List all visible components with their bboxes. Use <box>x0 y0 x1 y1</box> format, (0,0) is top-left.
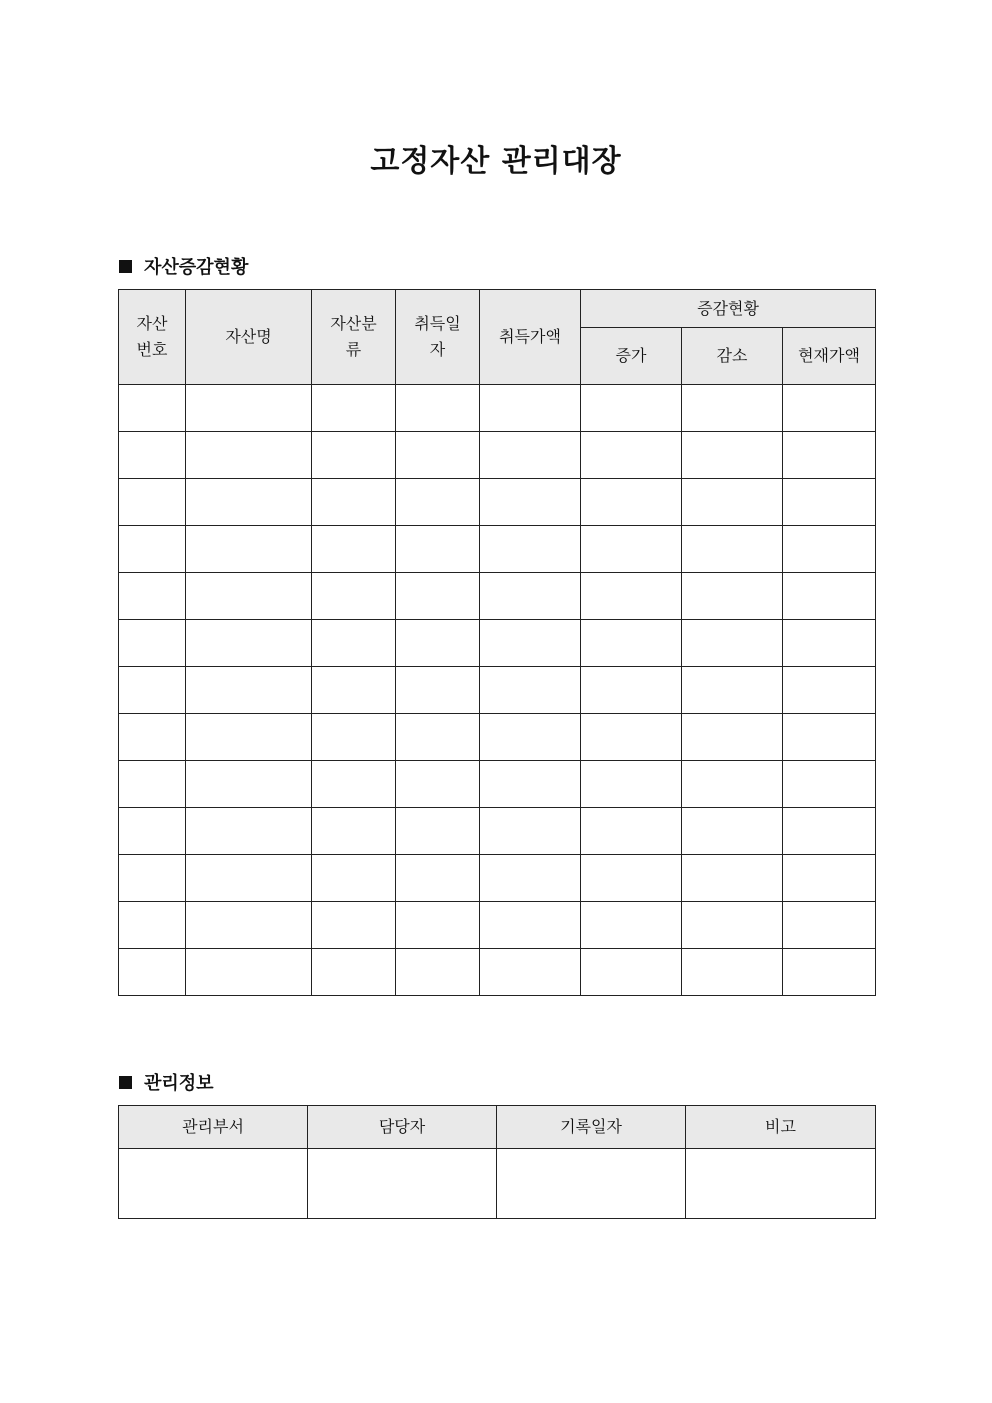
acquisition-date-cell[interactable] <box>396 761 480 808</box>
current-value-cell[interactable] <box>783 902 876 949</box>
header-asset-no-label: 자산 번호 <box>136 314 168 359</box>
header-increase <box>581 328 682 385</box>
table-row <box>119 573 876 620</box>
asset-name-cell[interactable] <box>186 808 312 855</box>
acquisition-date-cell[interactable] <box>396 573 480 620</box>
header-record-date-label: 기록일자 <box>560 1117 622 1136</box>
table-row <box>119 667 876 714</box>
decrease-cell[interactable] <box>682 949 783 996</box>
increase-cell[interactable] <box>581 714 682 761</box>
increase-cell[interactable] <box>581 902 682 949</box>
table-row <box>119 761 876 808</box>
asset-no-cell[interactable] <box>119 808 186 855</box>
header-change-status <box>581 290 876 328</box>
current-value-cell[interactable] <box>783 479 876 526</box>
current-value-cell[interactable] <box>783 808 876 855</box>
page-title: 고정자산 관리대장 <box>370 144 622 179</box>
asset-no-cell[interactable] <box>119 432 186 479</box>
acquisition-date-cell[interactable] <box>396 385 480 432</box>
header-acquisition-date-label: 취득일 자 <box>414 314 461 359</box>
current-value-cell[interactable] <box>783 949 876 996</box>
asset-no-cell[interactable] <box>119 902 186 949</box>
header-increase-label: 증가 <box>615 346 647 365</box>
increase-cell[interactable] <box>581 949 682 996</box>
acquisition-price-cell[interactable] <box>480 667 581 714</box>
header-asset-name-label: 자산명 <box>225 327 272 346</box>
asset-class-cell[interactable] <box>312 808 396 855</box>
acquisition-date-cell[interactable] <box>396 808 480 855</box>
asset-name-cell[interactable] <box>186 573 312 620</box>
header-remarks <box>686 1106 876 1149</box>
section-heading-asset-changes <box>119 253 248 279</box>
asset-class-cell[interactable] <box>312 902 396 949</box>
acquisition-price-cell[interactable] <box>480 714 581 761</box>
asset-no-cell[interactable] <box>119 479 186 526</box>
asset-name-cell[interactable] <box>186 902 312 949</box>
acquisition-date-cell[interactable] <box>396 620 480 667</box>
square-bullet-icon <box>119 260 132 273</box>
table-row <box>119 902 876 949</box>
table-row <box>119 855 876 902</box>
header-person-in-charge <box>308 1106 497 1149</box>
asset-no-cell[interactable] <box>119 526 186 573</box>
increase-cell[interactable] <box>581 432 682 479</box>
asset-class-cell[interactable] <box>312 761 396 808</box>
asset-name-cell[interactable] <box>186 385 312 432</box>
header-asset-class-label: 자산분 류 <box>330 314 377 359</box>
asset-no-cell[interactable] <box>119 714 186 761</box>
asset-no-cell[interactable] <box>119 667 186 714</box>
header-department-label: 관리부서 <box>182 1117 244 1136</box>
asset-no-cell[interactable] <box>119 620 186 667</box>
current-value-cell[interactable] <box>783 855 876 902</box>
asset-class-cell[interactable] <box>312 573 396 620</box>
table-row <box>119 385 876 432</box>
increase-cell[interactable] <box>581 573 682 620</box>
remarks-cell[interactable] <box>686 1149 876 1219</box>
header-acquisition-price <box>480 290 581 385</box>
acquisition-price-cell[interactable] <box>480 479 581 526</box>
decrease-cell[interactable] <box>682 479 783 526</box>
asset-class-cell[interactable] <box>312 526 396 573</box>
header-asset-no <box>119 290 186 385</box>
increase-cell[interactable] <box>581 479 682 526</box>
current-value-cell[interactable] <box>783 385 876 432</box>
acquisition-price-cell[interactable] <box>480 432 581 479</box>
table-row <box>119 949 876 996</box>
decrease-cell[interactable] <box>682 808 783 855</box>
increase-cell[interactable] <box>581 667 682 714</box>
decrease-cell[interactable] <box>682 902 783 949</box>
decrease-cell[interactable] <box>682 620 783 667</box>
asset-class-cell[interactable] <box>312 714 396 761</box>
header-person-in-charge-label: 담당자 <box>378 1117 426 1136</box>
increase-cell[interactable] <box>581 620 682 667</box>
asset-class-cell[interactable] <box>312 855 396 902</box>
asset-no-cell[interactable] <box>119 573 186 620</box>
square-bullet-icon <box>119 1076 132 1089</box>
acquisition-price-cell[interactable] <box>480 573 581 620</box>
header-acquisition-price-label: 취득가액 <box>499 327 561 346</box>
increase-cell[interactable] <box>581 808 682 855</box>
asset-name-cell[interactable] <box>186 620 312 667</box>
asset-class-cell[interactable] <box>312 479 396 526</box>
asset-name-cell[interactable] <box>186 526 312 573</box>
header-record-date <box>497 1106 686 1149</box>
current-value-cell[interactable] <box>783 667 876 714</box>
department-cell[interactable] <box>119 1149 308 1219</box>
header-asset-class <box>312 290 396 385</box>
asset-name-cell[interactable] <box>186 667 312 714</box>
header-asset-name <box>186 290 312 385</box>
asset-class-cell[interactable] <box>312 432 396 479</box>
acquisition-price-cell[interactable] <box>480 526 581 573</box>
header-change-status-label: 증감현황 <box>697 298 759 318</box>
increase-cell[interactable] <box>581 855 682 902</box>
acquisition-date-cell[interactable] <box>396 855 480 902</box>
asset-no-cell[interactable] <box>119 855 186 902</box>
asset-no-cell[interactable] <box>119 949 186 996</box>
acquisition-price-cell[interactable] <box>480 385 581 432</box>
person-in-charge-cell[interactable] <box>308 1149 497 1219</box>
asset-table-body <box>119 385 876 996</box>
acquisition-price-cell[interactable] <box>480 949 581 996</box>
current-value-cell[interactable] <box>783 620 876 667</box>
current-value-cell[interactable] <box>783 573 876 620</box>
acquisition-price-cell[interactable] <box>480 761 581 808</box>
acquisition-price-cell[interactable] <box>480 855 581 902</box>
asset-name-cell[interactable] <box>186 761 312 808</box>
table-row <box>119 620 876 667</box>
section-heading-label: 자산증감현황 <box>144 257 249 278</box>
header-current-value <box>783 328 876 385</box>
increase-cell[interactable] <box>581 526 682 573</box>
header-remarks-label: 비고 <box>765 1117 796 1136</box>
asset-name-cell[interactable] <box>186 479 312 526</box>
decrease-cell[interactable] <box>682 432 783 479</box>
current-value-cell[interactable] <box>783 714 876 761</box>
asset-name-cell[interactable] <box>186 949 312 996</box>
acquisition-date-cell[interactable] <box>396 479 480 526</box>
decrease-cell[interactable] <box>682 385 783 432</box>
header-acquisition-date <box>396 290 480 385</box>
asset-class-cell[interactable] <box>312 667 396 714</box>
asset-no-cell[interactable] <box>119 385 186 432</box>
header-decrease <box>682 328 783 385</box>
decrease-cell[interactable] <box>682 714 783 761</box>
asset-class-cell[interactable] <box>312 620 396 667</box>
asset-no-cell[interactable] <box>119 761 186 808</box>
header-decrease-label: 감소 <box>716 346 748 365</box>
decrease-cell[interactable] <box>682 573 783 620</box>
acquisition-date-cell[interactable] <box>396 667 480 714</box>
increase-cell[interactable] <box>581 761 682 808</box>
table-row <box>119 808 876 855</box>
asset-name-cell[interactable] <box>186 432 312 479</box>
acquisition-date-cell[interactable] <box>396 902 480 949</box>
table-row <box>119 432 876 479</box>
acquisition-date-cell[interactable] <box>396 714 480 761</box>
asset-class-cell[interactable] <box>312 949 396 996</box>
header-current-value-label: 현재가액 <box>798 346 860 365</box>
record-date-cell[interactable] <box>497 1149 686 1219</box>
acquisition-price-cell[interactable] <box>480 620 581 667</box>
asset-class-cell[interactable] <box>312 385 396 432</box>
decrease-cell[interactable] <box>682 761 783 808</box>
asset-name-cell[interactable] <box>186 855 312 902</box>
acquisition-date-cell[interactable] <box>396 526 480 573</box>
current-value-cell[interactable] <box>783 526 876 573</box>
table-row <box>119 714 876 761</box>
section-heading-label: 관리정보 <box>144 1073 214 1094</box>
asset-change-table <box>118 289 876 996</box>
current-value-cell[interactable] <box>783 761 876 808</box>
decrease-cell[interactable] <box>682 667 783 714</box>
table-row <box>119 479 876 526</box>
header-department <box>119 1106 308 1149</box>
acquisition-date-cell[interactable] <box>396 949 480 996</box>
increase-cell[interactable] <box>581 385 682 432</box>
decrease-cell[interactable] <box>682 855 783 902</box>
table-row <box>119 526 876 573</box>
acquisition-price-cell[interactable] <box>480 902 581 949</box>
acquisition-date-cell[interactable] <box>396 432 480 479</box>
section-heading-management-info <box>119 1069 214 1095</box>
current-value-cell[interactable] <box>783 432 876 479</box>
acquisition-price-cell[interactable] <box>480 808 581 855</box>
asset-name-cell[interactable] <box>186 714 312 761</box>
decrease-cell[interactable] <box>682 526 783 573</box>
management-info-table <box>118 1105 876 1219</box>
